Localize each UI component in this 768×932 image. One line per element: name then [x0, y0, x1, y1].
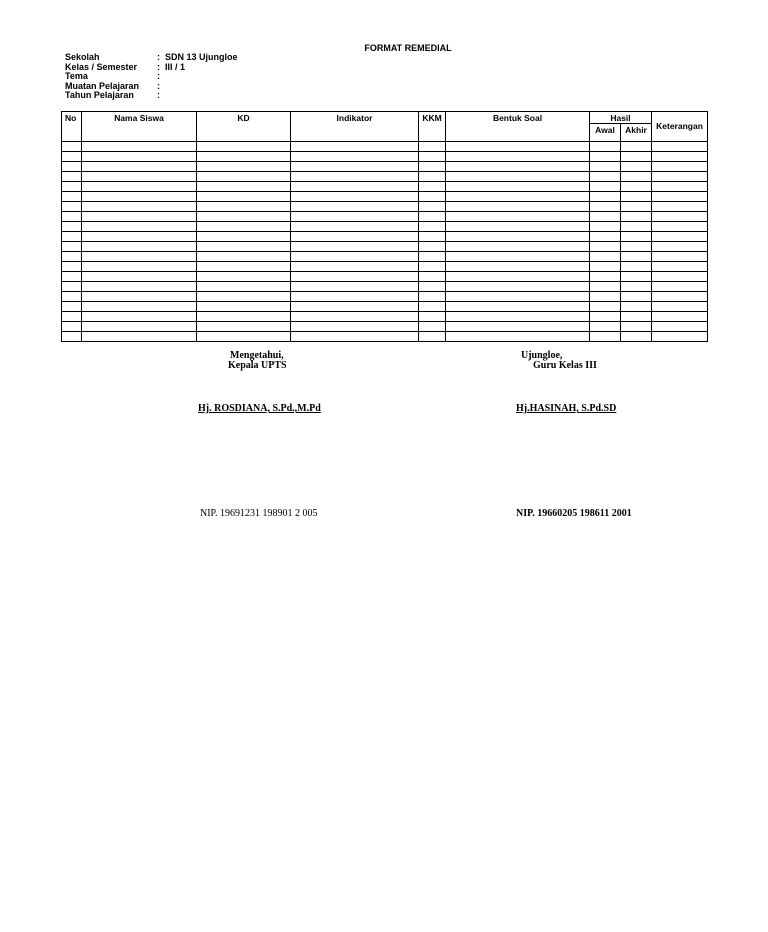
- table-cell: [621, 292, 652, 302]
- table-row: [62, 262, 708, 272]
- table-cell: [590, 212, 621, 222]
- remedial-table: [61, 111, 708, 342]
- table-cell: [621, 172, 652, 182]
- header-no: No: [62, 112, 82, 142]
- info-separator: :: [157, 52, 160, 62]
- table-row: [62, 212, 708, 222]
- table-cell: [82, 212, 197, 222]
- table-cell: [446, 222, 590, 232]
- table-cell: [82, 262, 197, 272]
- table-cell: [419, 192, 446, 202]
- table-cell: [197, 192, 291, 202]
- table-cell: [446, 232, 590, 242]
- table-cell: [291, 302, 419, 312]
- table-cell: [291, 242, 419, 252]
- table-cell: [590, 192, 621, 202]
- table-cell: [419, 312, 446, 322]
- table-cell: [197, 232, 291, 242]
- table-cell: [197, 242, 291, 252]
- table-cell: [446, 252, 590, 262]
- table-cell: [291, 282, 419, 292]
- table-cell: [419, 152, 446, 162]
- table-cell: [197, 172, 291, 182]
- table-cell: [652, 252, 708, 262]
- table-cell: [82, 192, 197, 202]
- table-cell: [652, 332, 708, 342]
- table-cell: [590, 292, 621, 302]
- table-cell: [621, 282, 652, 292]
- header-bentuk-soal: Bentuk Soal: [446, 112, 590, 142]
- table-cell: [621, 242, 652, 252]
- table-cell: [590, 332, 621, 342]
- sig-left-line2: Kepala UPTS: [228, 360, 287, 371]
- table-cell: [446, 302, 590, 312]
- table-cell: [621, 182, 652, 192]
- table-cell: [291, 312, 419, 322]
- table-cell: [652, 172, 708, 182]
- header-hasil: Hasil: [590, 112, 652, 124]
- table-cell: [621, 262, 652, 272]
- table-cell: [419, 222, 446, 232]
- table-cell: [590, 152, 621, 162]
- table-cell: [197, 262, 291, 272]
- table-cell: [621, 142, 652, 152]
- table-cell: [291, 152, 419, 162]
- table-cell: [446, 262, 590, 272]
- table-cell: [590, 262, 621, 272]
- table-cell: [82, 222, 197, 232]
- table-row: [62, 322, 708, 332]
- table-cell: [652, 152, 708, 162]
- table-cell: [446, 192, 590, 202]
- table-cell: [291, 272, 419, 282]
- table-row: [62, 172, 708, 182]
- table-cell: [446, 162, 590, 172]
- table-cell: [291, 252, 419, 262]
- table-row: [62, 252, 708, 262]
- header-akhir: Akhir: [621, 124, 652, 142]
- table-cell: [652, 202, 708, 212]
- table-cell: [446, 292, 590, 302]
- table-cell: [82, 282, 197, 292]
- sig-left-name: Hj. ROSDIANA, S.Pd.,M.Pd: [198, 403, 321, 414]
- table-cell: [197, 142, 291, 152]
- table-cell: [652, 222, 708, 232]
- table-cell: [590, 272, 621, 282]
- table-cell: [652, 282, 708, 292]
- table-cell: [621, 162, 652, 172]
- info-label: Tema: [65, 71, 88, 81]
- info-value: SDN 13 Ujungloe: [165, 52, 238, 62]
- table-cell: [197, 212, 291, 222]
- table-cell: [291, 332, 419, 342]
- table-cell: [652, 242, 708, 252]
- table-cell: [590, 302, 621, 312]
- header-awal: Awal: [590, 124, 621, 142]
- table-cell: [82, 162, 197, 172]
- table-cell: [419, 232, 446, 242]
- table-cell: [446, 182, 590, 192]
- table-cell: [652, 272, 708, 282]
- table-cell: [621, 272, 652, 282]
- table-cell: [419, 322, 446, 332]
- table-row: [62, 272, 708, 282]
- table-cell: [652, 162, 708, 172]
- table-cell: [197, 282, 291, 292]
- info-separator: :: [157, 90, 160, 100]
- table-cell: [419, 172, 446, 182]
- table-cell: [419, 332, 446, 342]
- header-keterangan: Keterangan: [652, 112, 708, 142]
- table-cell: [419, 182, 446, 192]
- table-row: [62, 142, 708, 152]
- table-cell: [446, 172, 590, 182]
- table-cell: [82, 252, 197, 262]
- table-row: [62, 202, 708, 212]
- table-cell: [82, 272, 197, 282]
- info-value: III / 1: [165, 62, 186, 72]
- sig-right-name: Hj.HASINAH, S.Pd.SD: [516, 403, 617, 414]
- table-cell: [621, 322, 652, 332]
- table-cell: [62, 312, 82, 322]
- table-cell: [291, 192, 419, 202]
- table-cell: [62, 232, 82, 242]
- table-cell: [291, 162, 419, 172]
- table-row: [62, 332, 708, 342]
- table-cell: [621, 302, 652, 312]
- table-cell: [197, 252, 291, 262]
- table-cell: [197, 162, 291, 172]
- table-cell: [590, 172, 621, 182]
- table-cell: [590, 282, 621, 292]
- table-cell: [82, 322, 197, 332]
- table-cell: [446, 202, 590, 212]
- table-cell: [446, 312, 590, 322]
- table-cell: [62, 162, 82, 172]
- info-separator: :: [157, 62, 160, 72]
- table-cell: [291, 202, 419, 212]
- table-cell: [419, 252, 446, 262]
- sig-left-nip: NIP. 19691231 198901 2 005: [200, 508, 318, 519]
- table-cell: [197, 202, 291, 212]
- table-cell: [419, 202, 446, 212]
- table-cell: [621, 332, 652, 342]
- table-cell: [197, 302, 291, 312]
- table-cell: [197, 322, 291, 332]
- info-label: Sekolah: [65, 52, 100, 62]
- table-cell: [621, 212, 652, 222]
- table-cell: [419, 262, 446, 272]
- table-cell: [291, 292, 419, 302]
- table-cell: [197, 222, 291, 232]
- table-cell: [82, 202, 197, 212]
- table-cell: [590, 312, 621, 322]
- table-cell: [291, 222, 419, 232]
- table-cell: [652, 232, 708, 242]
- table-cell: [82, 332, 197, 342]
- table-cell: [652, 192, 708, 202]
- table-row: [62, 192, 708, 202]
- table-cell: [652, 182, 708, 192]
- table-row: [62, 222, 708, 232]
- table-cell: [446, 242, 590, 252]
- table-cell: [197, 292, 291, 302]
- table-cell: [62, 292, 82, 302]
- table-cell: [419, 142, 446, 152]
- table-cell: [62, 152, 82, 162]
- table-cell: [62, 192, 82, 202]
- table-cell: [62, 212, 82, 222]
- sig-left-line1: Mengetahui,: [230, 350, 284, 361]
- table-cell: [62, 242, 82, 252]
- info-separator: :: [157, 71, 160, 81]
- table-cell: [652, 212, 708, 222]
- table-cell: [62, 272, 82, 282]
- table-cell: [82, 182, 197, 192]
- sig-right-line2: Guru Kelas III: [533, 360, 597, 371]
- header-nama-siswa: Nama Siswa: [82, 112, 197, 142]
- table-cell: [590, 242, 621, 252]
- table-cell: [197, 182, 291, 192]
- table-cell: [621, 222, 652, 232]
- table-cell: [62, 332, 82, 342]
- table-cell: [197, 332, 291, 342]
- table-cell: [82, 292, 197, 302]
- table-cell: [446, 272, 590, 282]
- header-indikator: Indikator: [291, 112, 419, 142]
- table-cell: [590, 322, 621, 332]
- table-cell: [652, 322, 708, 332]
- info-label: Kelas / Semester: [65, 62, 138, 72]
- table-cell: [621, 252, 652, 262]
- table-cell: [62, 222, 82, 232]
- table-cell: [590, 232, 621, 242]
- table-cell: [82, 312, 197, 322]
- table-row: [62, 312, 708, 322]
- table-row: [62, 152, 708, 162]
- table-cell: [62, 262, 82, 272]
- table-cell: [652, 262, 708, 272]
- table-cell: [652, 302, 708, 312]
- table-cell: [446, 322, 590, 332]
- table-cell: [291, 232, 419, 242]
- table-cell: [62, 202, 82, 212]
- table-row: [62, 182, 708, 192]
- table-cell: [446, 142, 590, 152]
- table-cell: [62, 282, 82, 292]
- header-kkm: KKM: [419, 112, 446, 142]
- table-cell: [62, 142, 82, 152]
- table-cell: [62, 182, 82, 192]
- info-separator: :: [157, 81, 160, 91]
- table-cell: [62, 252, 82, 262]
- table-cell: [621, 202, 652, 212]
- table-cell: [291, 142, 419, 152]
- table-cell: [82, 242, 197, 252]
- table-row: [62, 302, 708, 312]
- table-cell: [197, 272, 291, 282]
- table-cell: [621, 312, 652, 322]
- table-cell: [590, 162, 621, 172]
- table-cell: [419, 292, 446, 302]
- table-cell: [291, 262, 419, 272]
- header-kd: KD: [197, 112, 291, 142]
- table-cell: [446, 152, 590, 162]
- table-cell: [419, 242, 446, 252]
- table-cell: [419, 272, 446, 282]
- table-row: [62, 292, 708, 302]
- table-cell: [62, 172, 82, 182]
- table-row: [62, 232, 708, 242]
- info-label: Tahun Pelajaran: [65, 90, 134, 100]
- table-cell: [62, 322, 82, 332]
- table-row: [62, 242, 708, 252]
- table-cell: [197, 312, 291, 322]
- table-cell: [446, 282, 590, 292]
- table-cell: [419, 212, 446, 222]
- table-cell: [652, 312, 708, 322]
- table-cell: [652, 142, 708, 152]
- table-row: [62, 282, 708, 292]
- table-cell: [82, 142, 197, 152]
- document-title: FORMAT REMEDIAL: [364, 43, 452, 53]
- table-cell: [446, 332, 590, 342]
- table-cell: [419, 162, 446, 172]
- table-cell: [621, 152, 652, 162]
- table-cell: [419, 302, 446, 312]
- table-cell: [82, 302, 197, 312]
- table-cell: [291, 182, 419, 192]
- table-cell: [82, 172, 197, 182]
- table-cell: [621, 192, 652, 202]
- remedial-table-body: [62, 142, 708, 342]
- table-cell: [590, 142, 621, 152]
- table-cell: [590, 182, 621, 192]
- table-cell: [590, 202, 621, 212]
- table-row: [62, 162, 708, 172]
- sig-right-line1: Ujungloe,: [521, 350, 563, 361]
- table-cell: [652, 292, 708, 302]
- table-cell: [291, 322, 419, 332]
- table-cell: [291, 212, 419, 222]
- table-cell: [82, 152, 197, 162]
- table-cell: [419, 282, 446, 292]
- table-cell: [82, 232, 197, 242]
- table-cell: [291, 172, 419, 182]
- sig-right-nip: NIP. 19660205 198611 2001: [516, 508, 632, 519]
- table-cell: [590, 252, 621, 262]
- table-cell: [590, 222, 621, 232]
- table-cell: [62, 302, 82, 312]
- info-label: Muatan Pelajaran: [65, 81, 140, 91]
- table-cell: [446, 212, 590, 222]
- table-cell: [621, 232, 652, 242]
- table-cell: [197, 152, 291, 162]
